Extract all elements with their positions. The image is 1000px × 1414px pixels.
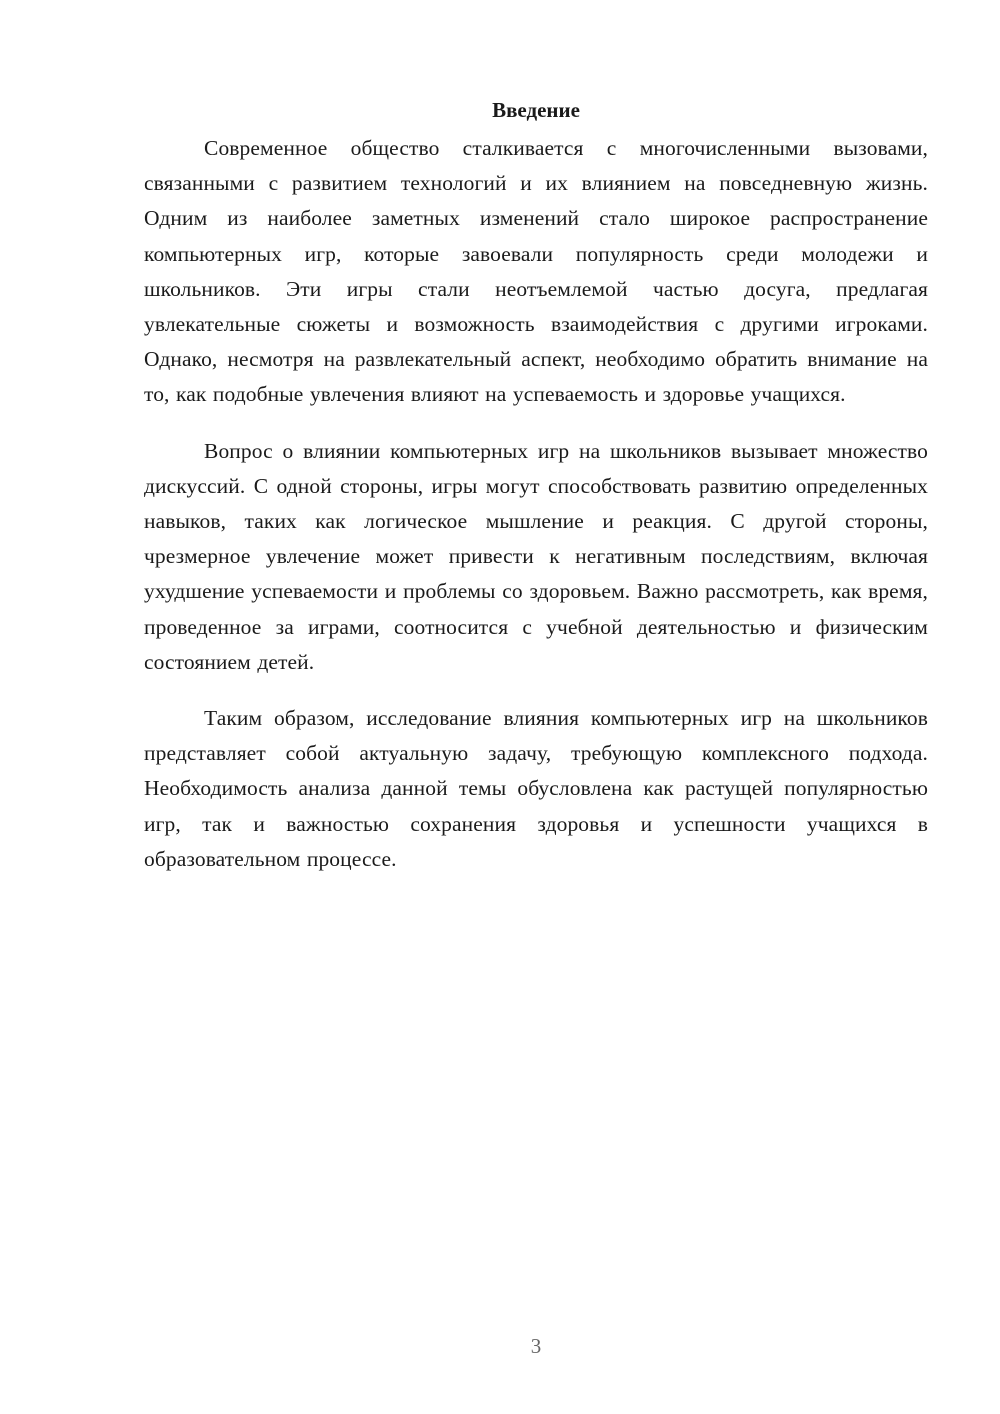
section-heading: Введение [492,98,580,122]
page-number: 3 [530,1334,542,1358]
paragraph-3: Таким образом, исследование влияния компьютерных игр на школьников представляет собой актуальную задачу, требующую комплексного подхода. Необходимость анализа данной темы обусловлена как растущей популярностью игр, так и важностью сохранения здоровья и успешности учащихся в образовательном процессе. [144,706,928,871]
paragraph-1: Современное общество сталкивается с многочисленными вызовами, связанными с развитием технологий и их влиянием на повседневную жизнь. Одним из наиболее заметных изменений стало широкое распространение компьютерных игр, которые завоевали популярность среди молодежи и школьников. Эти игры стали неотъемлемой частью досуга, предлагая увлекательные сюжеты и возможность взаимодействия с другими игроками. Однако, несмотря на развлекательный аспект, необходимо обратить внимание на то, как подобные увлечения влияют на успеваемость и здоровье учащихся. [144,136,928,407]
paragraph-2: Вопрос о влиянии компьютерных игр на школьников вызывает множество дискуссий. С одной стороны, игры могут способствовать развитию определенных навыков, таких как логическое мышление и реакция. С другой стороны, чрезмерное увлечение может привести к негативным последствиям, включая ухудшение успеваемости и проблемы со здоровьем. Важно рассмотреть, как время, проведенное за играми, соотносится с учебной деятельностью и физическим состоянием детей. [144,438,928,674]
page-content [144,95,928,898]
